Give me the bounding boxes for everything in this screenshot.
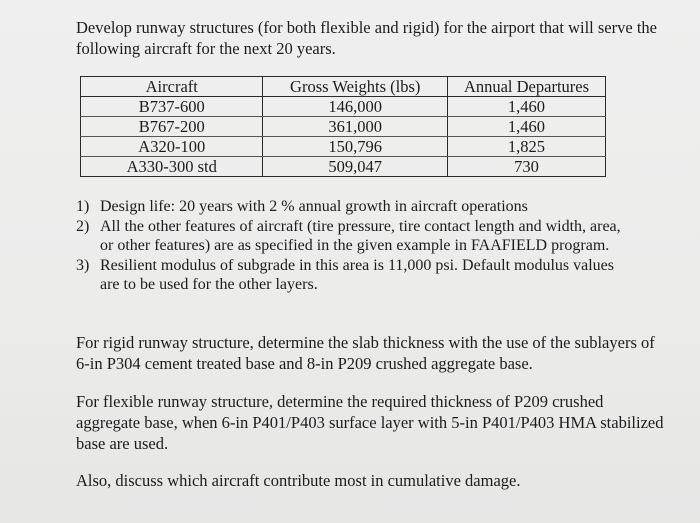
list-item-number: 1) [76, 198, 90, 215]
rigid-runway-paragraph: For rigid runway structure, determine the slab thickness with the use of the sublayers of 6-in P304 cement treated base and 8-in P209 crushed aggregate base. [76, 333, 655, 373]
flexible-runway-paragraph: For flexible runway structure, determine the required thickness of P209 crushed aggregate base, when 6-in P401/P403 surface layer with 5-in P401/P403 HMA stabilized base are used. [76, 392, 664, 453]
column-header-annual-departures: Annual Departures [447, 77, 605, 97]
list-item-text: All the other features of aircraft (tire pressure, tire contact length and width, area, or other features) are as specified in the given example in FAAFIELD program. [100, 217, 621, 254]
aircraft-table [80, 76, 606, 177]
cell-gross-weight: 150,796 [263, 137, 447, 157]
cell-aircraft: B767-200 [81, 117, 263, 137]
cell-gross-weight: 146,000 [263, 97, 447, 117]
list-item [76, 197, 636, 217]
cell-annual-departures: 1,460 [447, 117, 605, 137]
cell-aircraft: B737-600 [81, 97, 263, 117]
cumulative-damage-paragraph: Also, discuss which aircraft contribute most in cumulative damage. [76, 471, 521, 490]
column-header-gross-weights: Gross Weights (lbs) [263, 77, 447, 97]
cell-aircraft: A330-300 std [81, 157, 263, 177]
list-item-number: 2) [76, 217, 90, 235]
cell-aircraft: A320-100 [81, 137, 263, 157]
intro-paragraph: Develop runway structures (for both flexible and rigid) for the airport that will serve the following aircraft for the next 20 years. [76, 18, 657, 58]
column-header-aircraft: Aircraft [81, 77, 263, 97]
list-item-number: 3) [76, 256, 90, 274]
cell-annual-departures: 1,460 [447, 97, 605, 117]
cell-annual-departures: 1,825 [447, 137, 605, 157]
cell-gross-weight: 509,047 [263, 157, 447, 177]
table-header-row [81, 77, 606, 97]
table-row [81, 117, 606, 137]
requirements-list [76, 197, 636, 295]
list-item [76, 217, 636, 256]
list-item-text: Resilient modulus of subgrade in this area is 11,000 psi. Default modulus values are to be used for the other layers. [100, 256, 614, 293]
list-item-text: Design life: 20 years with 2 % annual growth in aircraft operations [100, 198, 528, 215]
table-row [81, 97, 606, 117]
cell-gross-weight: 361,000 [263, 117, 447, 137]
cell-annual-departures: 730 [447, 157, 605, 177]
list-item [76, 256, 636, 295]
table-row [81, 157, 606, 177]
table-row [81, 137, 606, 157]
